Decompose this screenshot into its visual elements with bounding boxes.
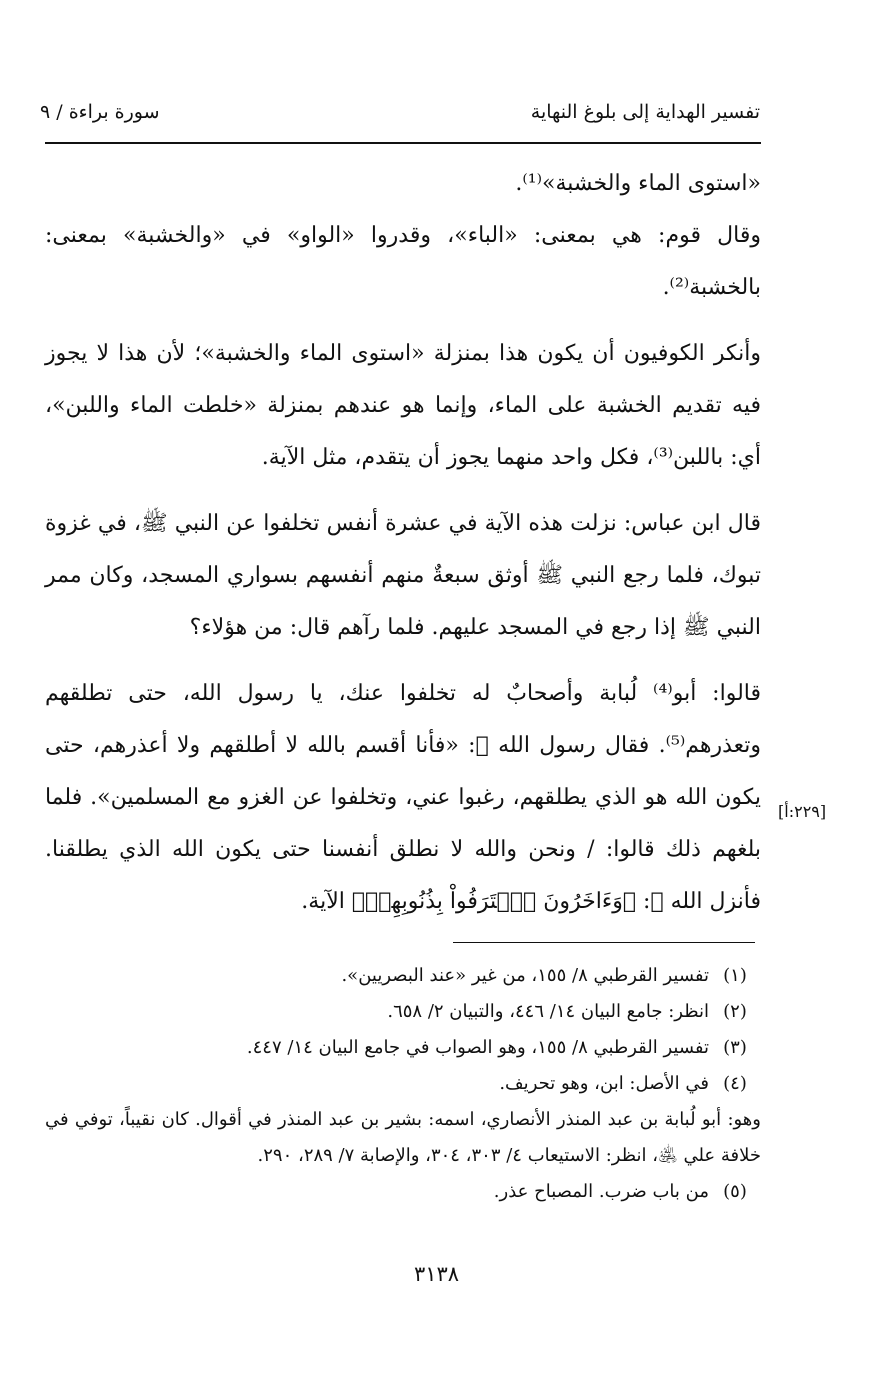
footnote-continuation: وهو: أبو لُبابة بن عبد المنذر الأنصاري، اسمه: بشير بن عبد المنذر في أقوال. كان نقيباً، توفي في خلافة علي ﵁، انظر: الاستيعاب ٤/ ٣٠٣، ٣٠٤، والإصابة ٧/ ٢٨٩، ٢٩٠.	[45, 1109, 761, 1166]
footnote	[45, 1174, 761, 1210]
book-title: تفسير الهداية إلى بلوغ النهاية	[530, 101, 760, 123]
footnotes	[45, 958, 761, 1210]
footnote-number: (٥)	[723, 1181, 747, 1202]
header-rule	[45, 142, 761, 144]
paragraph: وأنكر الكوفيون أن يكون هذا بمنزلة «استوى الماء والخشبة»؛ لأن هذا لا يجوز فيه تقديم الخشبة على الماء، وإنما هو عندهم بمنزلة «خلطت الماء واللبن»، أي: باللبن⁽³⁾، فكل واحد منهما يجوز أن يتقدم، مثل الآية.	[45, 341, 761, 470]
footnote-number: (٢)	[723, 1001, 747, 1022]
footnote-number: (٤)	[723, 1073, 747, 1094]
running-header	[40, 96, 760, 128]
footnote-number: (٣)	[723, 1037, 747, 1058]
paragraph: وقال قوم: هي بمعنى: «الباء»، وقدروا «الواو» في «والخشبة» بمعنى: بالخشبة⁽²⁾.	[45, 223, 761, 300]
footnote-text: تفسير القرطبي ٨/ ١٥٥، من غير «عند البصريين».	[341, 965, 709, 986]
page-number: ٣١٣٨	[413, 1262, 460, 1286]
footnote	[45, 1030, 761, 1066]
footnote	[45, 994, 761, 1030]
footnote-text: انظر: جامع البيان ١٤/ ٤٤٦، والتبيان ٢/ ٦٥٨.	[387, 1001, 709, 1022]
footnote-text: تفسير القرطبي ٨/ ١٥٥، وهو الصواب في جامع البيان ١٤/ ٤٤٧.	[246, 1037, 709, 1058]
footnote-text: في الأصل: ابن، وهو تحريف.	[499, 1073, 709, 1094]
footnote	[45, 958, 761, 994]
paragraph: «استوى الماء والخشبة»⁽¹⁾.	[515, 171, 761, 196]
paragraph: قالوا: أبو⁽⁴⁾ لُبابة وأصحابٌ له تخلفوا عنك، يا رسول الله، حتى تطلقهم وتعذرهم⁽⁵⁾. فقال رسول الله ﷺ: «فأنا أقسم بالله لا أطلقهم ولا أعذرهم، حتى يكون الله هو الذي يطلقهم، رغبوا عني، وتخلفوا عن الغزو مع المسلمين». فلما بلغهم ذلك قالوا: / ونحن والله لا نطلق أنفسنا حتى يكون الله الذي يطلقنا. فأنزل الله ﷻ: ﴿وَءَاخَرُونَ ٱعۡتَرَفُواْ بِذُنُوبِهِمۡ﴾ الآية.	[45, 681, 761, 914]
footnote-text: من باب ضرب. المصباح عذر.	[493, 1181, 709, 1202]
footnote-number: (١)	[723, 965, 747, 986]
footnote	[45, 1066, 761, 1102]
footnote-rule	[453, 942, 755, 943]
manuscript-folio-note: [٢٢٩:أ]	[778, 802, 827, 821]
surah-label: سورة براءة / ٩	[40, 101, 160, 123]
paragraph: قال ابن عباس: نزلت هذه الآية في عشرة أنفس تخلفوا عن النبي ﷺ، في غزوة تبوك، فلما رجع النبي ﷺ أوثق سبعةٌ منهم أنفسهم بسواري المسجد، وكان ممر النبي ﷺ إذا رجع في المسجد عليهم. فلما رآهم قال: من هؤلاء؟	[45, 511, 761, 640]
main-text	[45, 158, 761, 928]
